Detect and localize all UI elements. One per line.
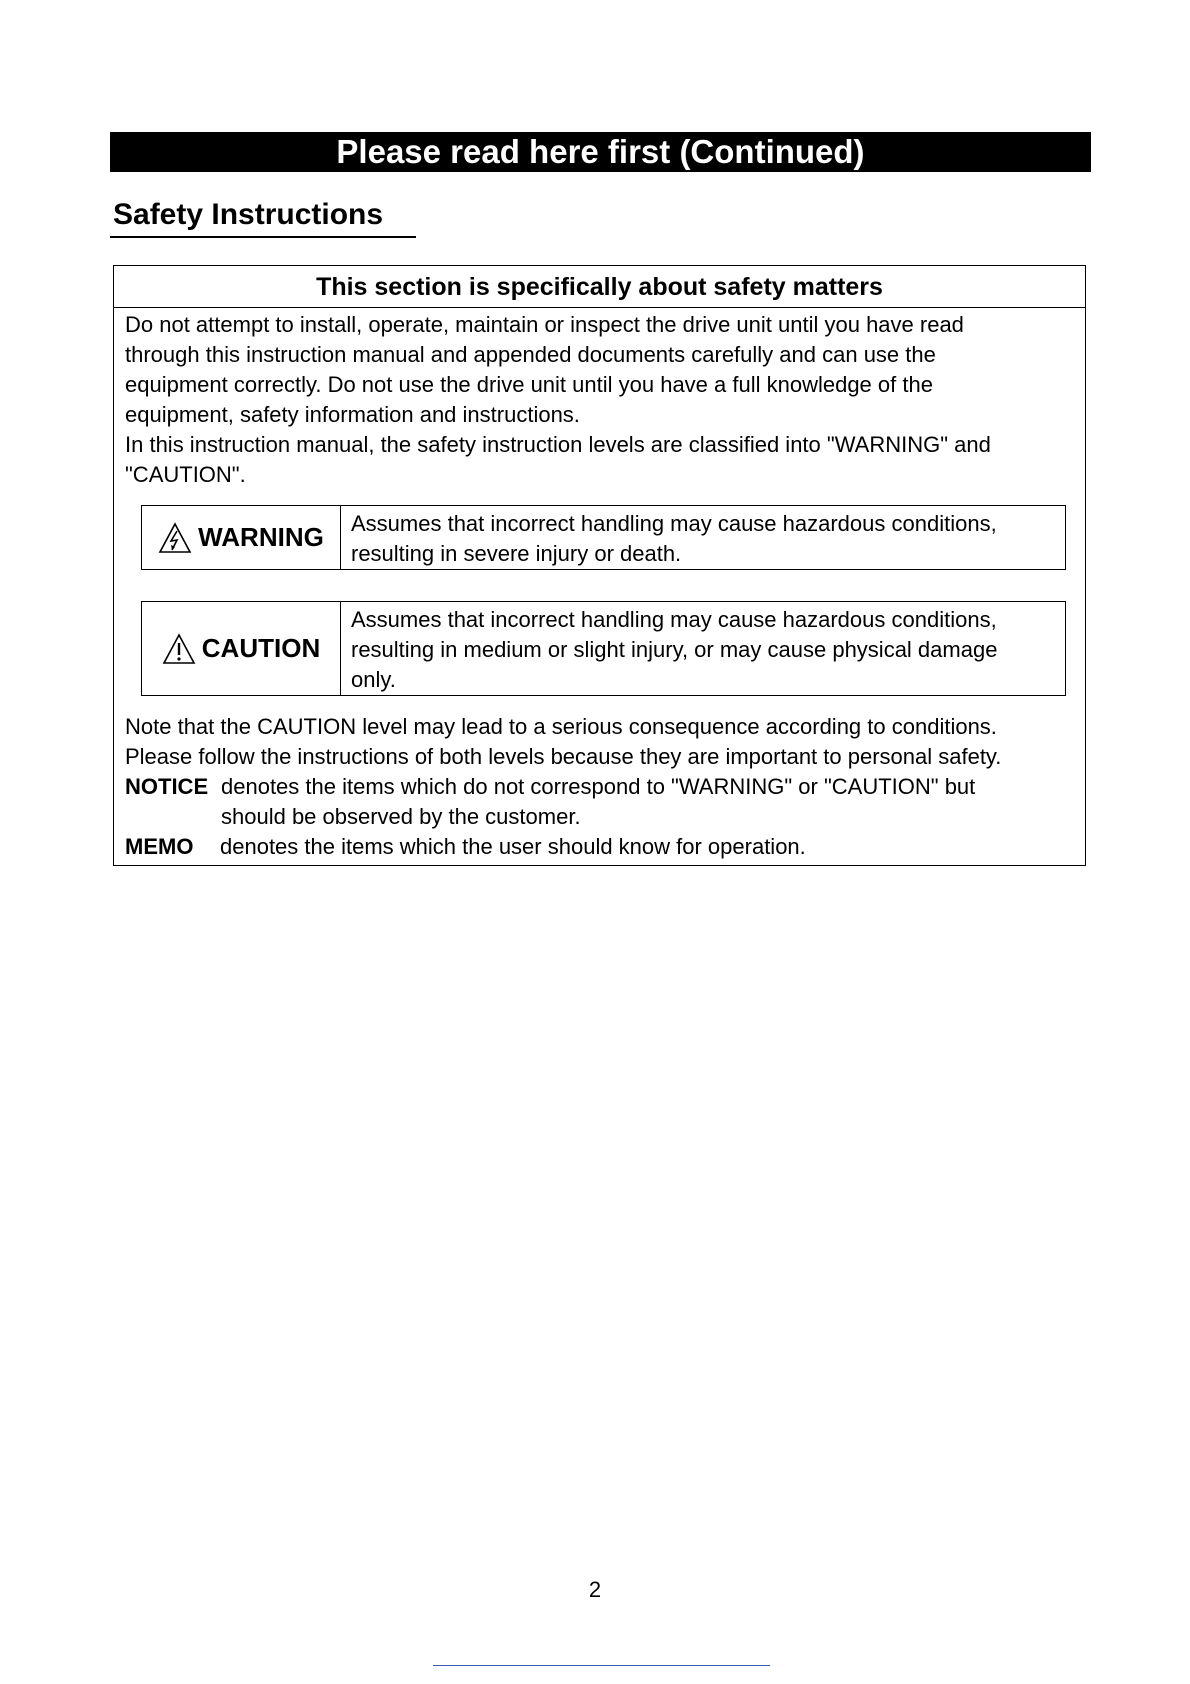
notes-paragraph — [125, 712, 1075, 772]
warning-description-line: Assumes that incorrect handling may cause hazardous conditions, — [351, 511, 997, 536]
note-line: Note that the CAUTION level may lead to a serious consequence according to conditions. — [125, 714, 997, 739]
note-line: Please follow the instructions of both levels because they are important to personal safety. — [125, 744, 1002, 769]
intro-line: through this instruction manual and appended documents carefully and can use the — [125, 342, 936, 367]
caution-description-line: only. — [351, 667, 396, 692]
electric-shock-warning-icon — [158, 522, 192, 554]
warning-description-line: resulting in severe injury or death. — [351, 541, 682, 566]
notice-text-line: denotes the items which do not correspond to "WARNING" or "CAUTION" but — [221, 774, 976, 799]
intro-line: equipment, safety information and instructions. — [125, 402, 580, 427]
page-banner-title: Please read here first (Continued) — [110, 132, 1091, 172]
memo-text: denotes the items which the user should know for operation. — [220, 834, 806, 859]
safety-frame-header: This section is specifically about safety matters — [114, 266, 1085, 308]
caution-level-box — [141, 601, 1066, 696]
warning-description — [341, 506, 1065, 569]
intro-paragraph — [125, 310, 1075, 490]
safety-frame — [113, 265, 1086, 866]
intro-line: equipment correctly. Do not use the drive unit until you have a full knowledge of the — [125, 372, 933, 397]
page-number: 2 — [588, 1577, 602, 1602]
warning-level-label — [142, 506, 341, 569]
section-title-underline — [110, 236, 416, 238]
exclamation-caution-icon — [162, 633, 196, 665]
memo-term: MEMO — [125, 834, 194, 859]
caution-description-line: Assumes that incorrect handling may cause hazardous conditions, — [351, 607, 997, 632]
intro-line: In this instruction manual, the safety instruction levels are classified into "WARNING" and — [125, 432, 991, 457]
intro-line: Do not attempt to install, operate, maintain or inspect the drive unit until you have read — [125, 312, 964, 337]
footer-rule — [433, 1665, 770, 1666]
intro-line: "CAUTION". — [125, 462, 246, 487]
caution-label-text: CAUTION — [201, 633, 321, 663]
caution-description-line: resulting in medium or slight injury, or may cause physical damage — [351, 637, 998, 662]
section-title: Safety Instructions — [113, 198, 384, 231]
caution-level-label — [142, 602, 341, 695]
warning-label-text: WARNING — [198, 522, 324, 552]
notice-text — [221, 772, 1021, 832]
caution-description — [341, 602, 1065, 695]
notice-term: NOTICE — [125, 774, 209, 799]
notice-text-line: should be observed by the customer. — [221, 804, 581, 829]
warning-level-box — [141, 505, 1066, 570]
